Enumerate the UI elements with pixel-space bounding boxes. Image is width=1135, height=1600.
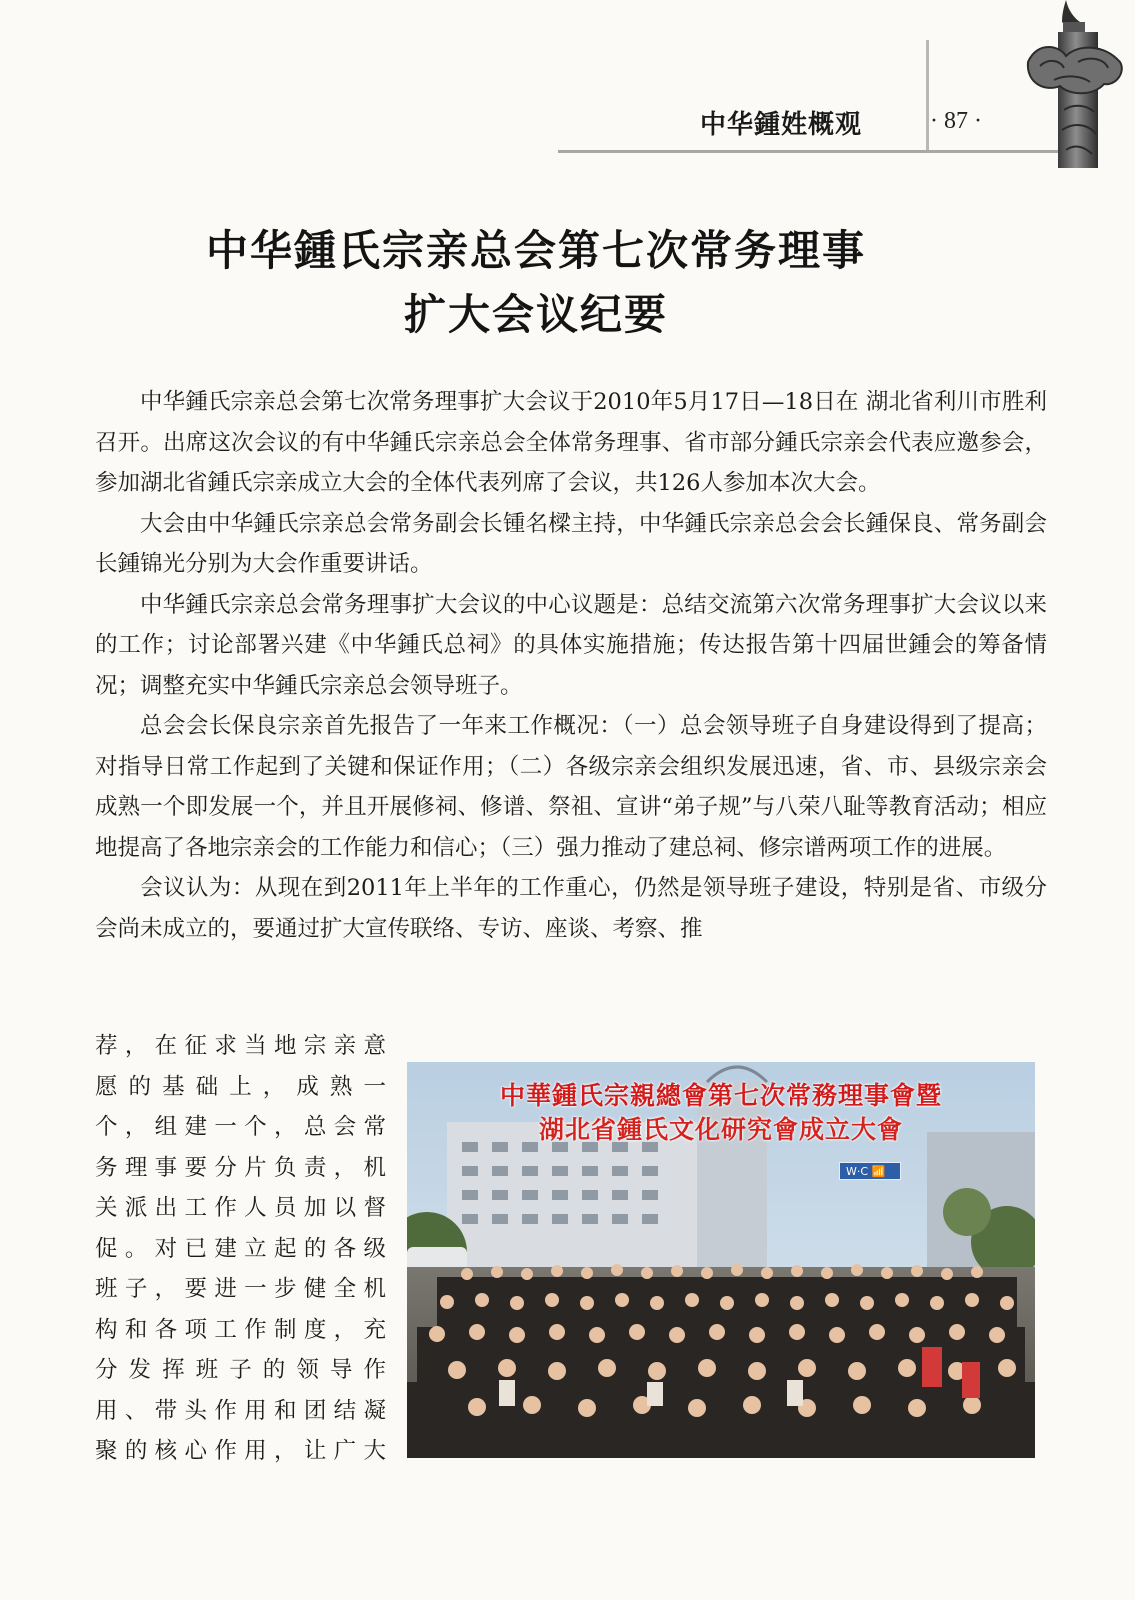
- photo-banner-line-1: 中華鍾氏宗親總會第七次常務理事會暨: [499, 1081, 942, 1110]
- page-number: · 87 ·: [930, 108, 982, 134]
- text-line: 愿的基础上，成熟一: [95, 1073, 389, 1100]
- text-line: 聚的核心作用，让广大: [95, 1438, 389, 1464]
- paragraph: 会议认为：从现在到2011年上半年的工作重心，仍然是领导班子建设，特别是省、市级分会尚未成立的，要通过扩大宣传联络、专访、座谈、考察、推: [95, 875, 1047, 942]
- header-divider-horizontal: [558, 150, 1078, 153]
- paragraph: 大会由中华鍾氏宗亲总会常务副会长锺名樑主持，中华鍾氏宗亲总会会长鍾保良、常务副会长鍾锦光分别为大会作重要讲话。: [95, 510, 1047, 577]
- text-line: 务理事要分片负责，机: [95, 1154, 389, 1181]
- group-photo: [407, 1062, 1035, 1458]
- text-line: 班子，要进一步健全机: [95, 1276, 389, 1302]
- text-line: 促。对已建立起的各级: [95, 1235, 389, 1262]
- text-line: 个，组建一个，总会常: [95, 1114, 389, 1140]
- article-title-line-1: 中华鍾氏宗亲总会第七次常务理事: [205, 226, 866, 275]
- paragraph: 中华鍾氏宗亲总会第七次常务理事扩大会议于2010年5月17日—18日在 湖北省利川市胜利召开。出席这次会议的有中华鍾氏宗亲总会全体常务理事、省市部分鍾氏宗亲会代表应邀参会，参加湖北省鍾氏宗亲成立大会的全体代表列席了会议，共126人参加本次大会。: [95, 389, 1047, 496]
- header-divider-vertical: [926, 40, 929, 152]
- text-line: 荐，在征求当地宗亲意: [95, 1033, 389, 1059]
- restroom-sign: W·C 📶: [839, 1162, 901, 1180]
- paragraph: 总会会长保良宗亲首先报告了一年来工作概况：（一）总会领导班子自身建设得到了提高；对指导日常工作起到了关键和保证作用；（二）各级宗亲会组织发展迅速，省、市、县级宗亲会成熟一个即发展一个，并且开展修祠、修谱、祭祖、宣讲“弟子规”与八荣八耻等教育活动；相应地提高了各地宗亲会的工作能力和信心；（三）强力推动了建总祠、修宗谱两项工作的进展。: [95, 713, 1047, 861]
- photo-banner-line-2: 湖北省鍾氏文化研究會成立大會: [538, 1115, 903, 1144]
- stone-pillar-ornament: [1008, 0, 1135, 168]
- text-line: 分发挥班子的领导作: [95, 1357, 389, 1383]
- text-line: 关派出工作人员加以督: [95, 1195, 389, 1221]
- text-line: 构和各项工作制度，充: [95, 1316, 389, 1343]
- section-title: 中华鍾姓概观: [700, 110, 863, 140]
- text-line: 用、带头作用和团结凝: [95, 1397, 389, 1424]
- article-title-line-2: 扩大会议纪要: [403, 290, 668, 339]
- wrapped-text-column: [95, 1026, 389, 1472]
- article-body: [95, 382, 1047, 949]
- paragraph: 中华鍾氏宗亲总会常务理事扩大会议的中心议题是：总结交流第六次常务理事扩大会议以来的工作；讨论部署兴建《中华鍾氏总祠》的具体实施措施；传达报告第十四届世鍾会的筹备情况；调整充实中华鍾氏宗亲总会领导班子。: [95, 591, 1047, 699]
